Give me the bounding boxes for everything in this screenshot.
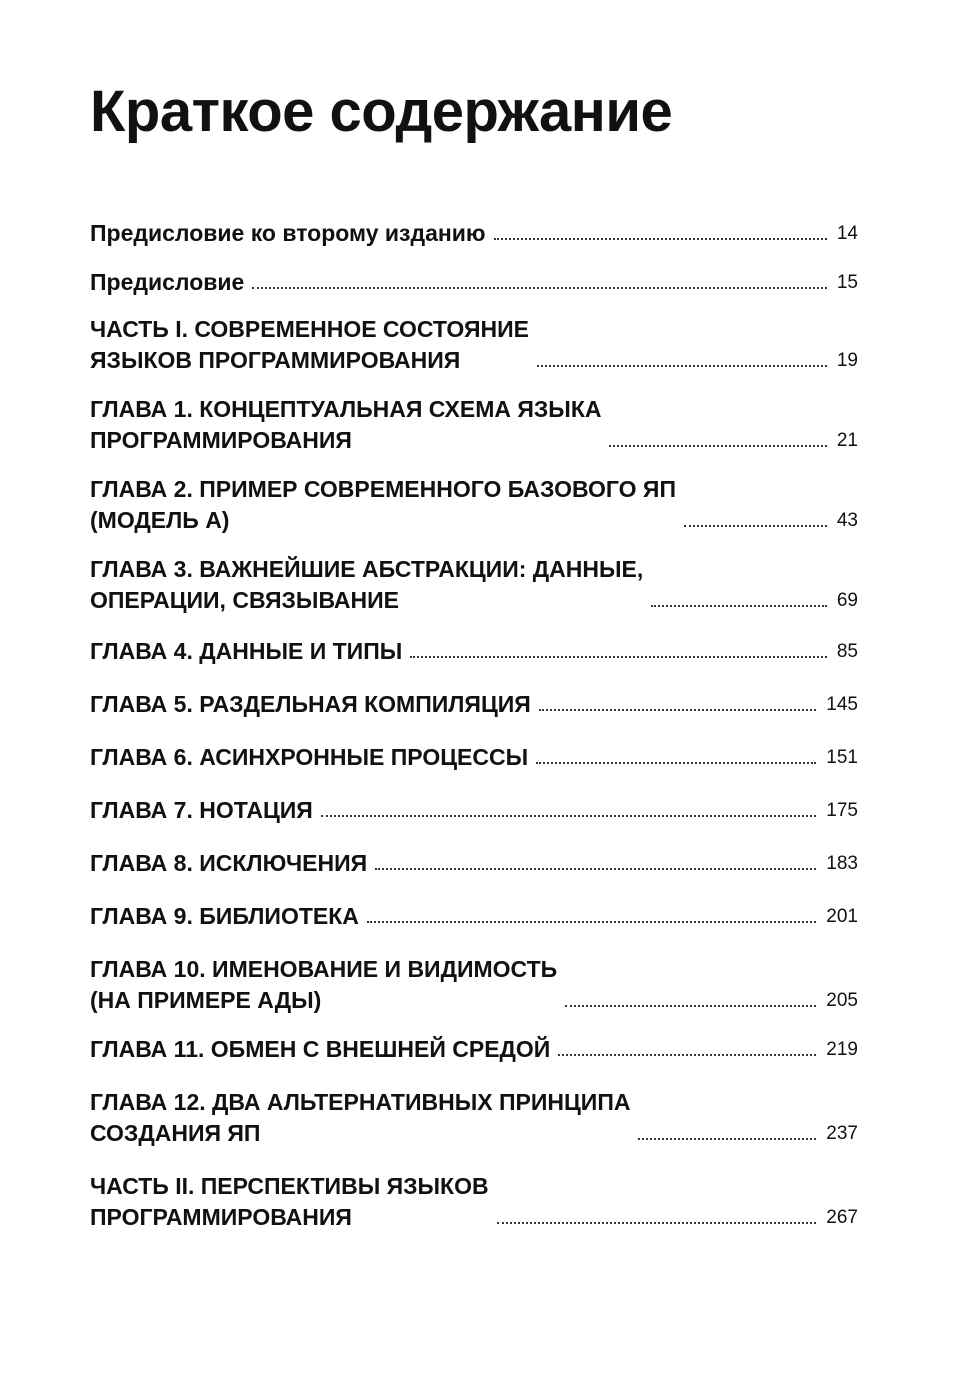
page-title: Краткое содержание: [90, 79, 673, 144]
toc-page-number: 69: [836, 590, 858, 611]
toc-entry-title-line: ГЛАВА 1. КОНЦЕПТУАЛЬНАЯ СХЕМА ЯЗЫКА: [90, 396, 602, 422]
toc-page-number: 19: [836, 350, 858, 371]
toc-page-number: 237: [826, 1123, 858, 1144]
toc-entry[interactable]: [90, 954, 858, 1016]
toc-leader-dots: [321, 815, 816, 817]
toc-entry-title-line: ПРОГРАММИРОВАНИЯ: [90, 427, 352, 453]
toc-entry-title: [90, 689, 531, 720]
toc-entry[interactable]: [90, 689, 858, 720]
toc-entry-title: [90, 267, 244, 298]
toc-entry[interactable]: [90, 1087, 858, 1149]
toc-entry[interactable]: [90, 554, 858, 616]
toc-leader-dots: [375, 868, 816, 870]
toc-leader-dots: [537, 365, 827, 367]
toc-entry-title-line: ГЛАВА 6. АСИНХРОННЫЕ ПРОЦЕССЫ: [90, 744, 529, 770]
toc-leader-dots: [410, 656, 827, 658]
toc-entry-title: [90, 474, 676, 536]
toc-leader-dots: [497, 1222, 817, 1224]
toc-page-number: 43: [836, 510, 858, 531]
toc-page-number: 21: [836, 430, 858, 451]
toc-leader-dots: [558, 1054, 816, 1056]
toc-entry-title-line: ГЛАВА 11. ОБМЕН С ВНЕШНЕЙ СРЕДОЙ: [90, 1036, 551, 1062]
toc-page-number: 267: [826, 1207, 858, 1228]
toc-page-number: 219: [826, 1039, 858, 1060]
toc-entry[interactable]: [90, 742, 858, 773]
toc-entry-title: [90, 314, 529, 376]
toc-entry-title-line: СОЗДАНИЯ ЯП: [90, 1120, 261, 1146]
toc-page-number: 85: [836, 641, 858, 662]
toc-entry-title: [90, 795, 313, 826]
toc-entry[interactable]: [90, 267, 858, 298]
toc-entry[interactable]: [90, 848, 858, 879]
toc-entry-title-line: ЧАСТЬ I. СОВРЕМЕННОЕ СОСТОЯНИЕ: [90, 316, 529, 342]
toc-leader-dots: [367, 921, 816, 923]
toc-leader-dots: [609, 445, 826, 447]
toc-entry[interactable]: [90, 314, 858, 376]
toc-entry-title-line: ГЛАВА 12. ДВА АЛЬТЕРНАТИВНЫХ ПРИНЦИПА: [90, 1089, 631, 1115]
toc-entry-title: [90, 954, 557, 1016]
toc-entry-title-line: ГЛАВА 7. НОТАЦИЯ: [90, 797, 313, 823]
toc-entry-title-line: (НА ПРИМЕРЕ АДЫ): [90, 987, 322, 1013]
toc-entry-title: [90, 1171, 489, 1233]
toc-entry[interactable]: [90, 1034, 858, 1065]
toc-entry-title-line: ГЛАВА 9. БИБЛИОТЕКА: [90, 903, 359, 929]
toc-entry-title: [90, 848, 367, 879]
toc-leader-dots: [651, 605, 827, 607]
toc-page-number: 15: [836, 272, 858, 293]
toc-entry-title-line: Предисловие ко второму изданию: [90, 220, 486, 246]
toc-entry[interactable]: [90, 394, 858, 456]
toc-page-number: 183: [826, 853, 858, 874]
toc-entry-title-line: ПРОГРАММИРОВАНИЯ: [90, 1204, 352, 1230]
toc-page-number: 205: [826, 990, 858, 1011]
toc-leader-dots: [684, 525, 827, 527]
toc-entry-title: [90, 1034, 550, 1065]
toc-entry-title-line: ГЛАВА 2. ПРИМЕР СОВРЕМЕННОГО БАЗОВОГО ЯП: [90, 476, 676, 502]
toc-entry-title: [90, 394, 601, 456]
toc-entry-title: [90, 901, 359, 932]
toc-leader-dots: [565, 1005, 816, 1007]
toc-entry[interactable]: [90, 1171, 858, 1233]
toc-entry-title-line: ГЛАВА 5. РАЗДЕЛЬНАЯ КОМПИЛЯЦИЯ: [90, 691, 531, 717]
toc-entry-title: [90, 554, 643, 616]
toc-entry-title-line: ГЛАВА 8. ИСКЛЮЧЕНИЯ: [90, 850, 368, 876]
table-of-contents: [90, 198, 858, 1233]
toc-leader-dots: [536, 762, 816, 764]
toc-entry-title-line: ГЛАВА 10. ИМЕНОВАНИЕ И ВИДИМОСТЬ: [90, 956, 558, 982]
toc-page-number: 175: [826, 800, 858, 821]
toc-entry-title-line: Предисловие: [90, 269, 245, 295]
toc-entry-title-line: ЧАСТЬ II. ПЕРСПЕКТИВЫ ЯЗЫКОВ: [90, 1173, 489, 1199]
toc-entry-title-line: ОПЕРАЦИИ, СВЯЗЫВАНИЕ: [90, 587, 399, 613]
toc-page-number: 201: [826, 906, 858, 927]
toc-page-number: 145: [826, 694, 858, 715]
toc-entry-title: [90, 742, 528, 773]
toc-entry-title-line: ГЛАВА 4. ДАННЫЕ И ТИПЫ: [90, 638, 403, 664]
toc-entry-title-line: ЯЗЫКОВ ПРОГРАММИРОВАНИЯ: [90, 347, 461, 373]
toc-entry-title-line: (МОДЕЛЬ А): [90, 507, 230, 533]
toc-entry[interactable]: [90, 218, 858, 249]
toc-entry[interactable]: [90, 474, 858, 536]
toc-leader-dots: [539, 709, 816, 711]
toc-leader-dots: [252, 287, 827, 289]
toc-entry-title: [90, 1087, 630, 1149]
toc-page-number: 14: [836, 223, 858, 244]
toc-entry[interactable]: [90, 636, 858, 667]
toc-entry-title-line: ГЛАВА 3. ВАЖНЕЙШИЕ АБСТРАКЦИИ: ДАННЫЕ,: [90, 556, 644, 582]
toc-page-number: 151: [826, 747, 858, 768]
toc-entry[interactable]: [90, 901, 858, 932]
toc-entry-title: [90, 218, 486, 249]
toc-entry-title: [90, 636, 402, 667]
toc-leader-dots: [494, 238, 827, 240]
toc-entry[interactable]: [90, 795, 858, 826]
toc-leader-dots: [638, 1138, 816, 1140]
